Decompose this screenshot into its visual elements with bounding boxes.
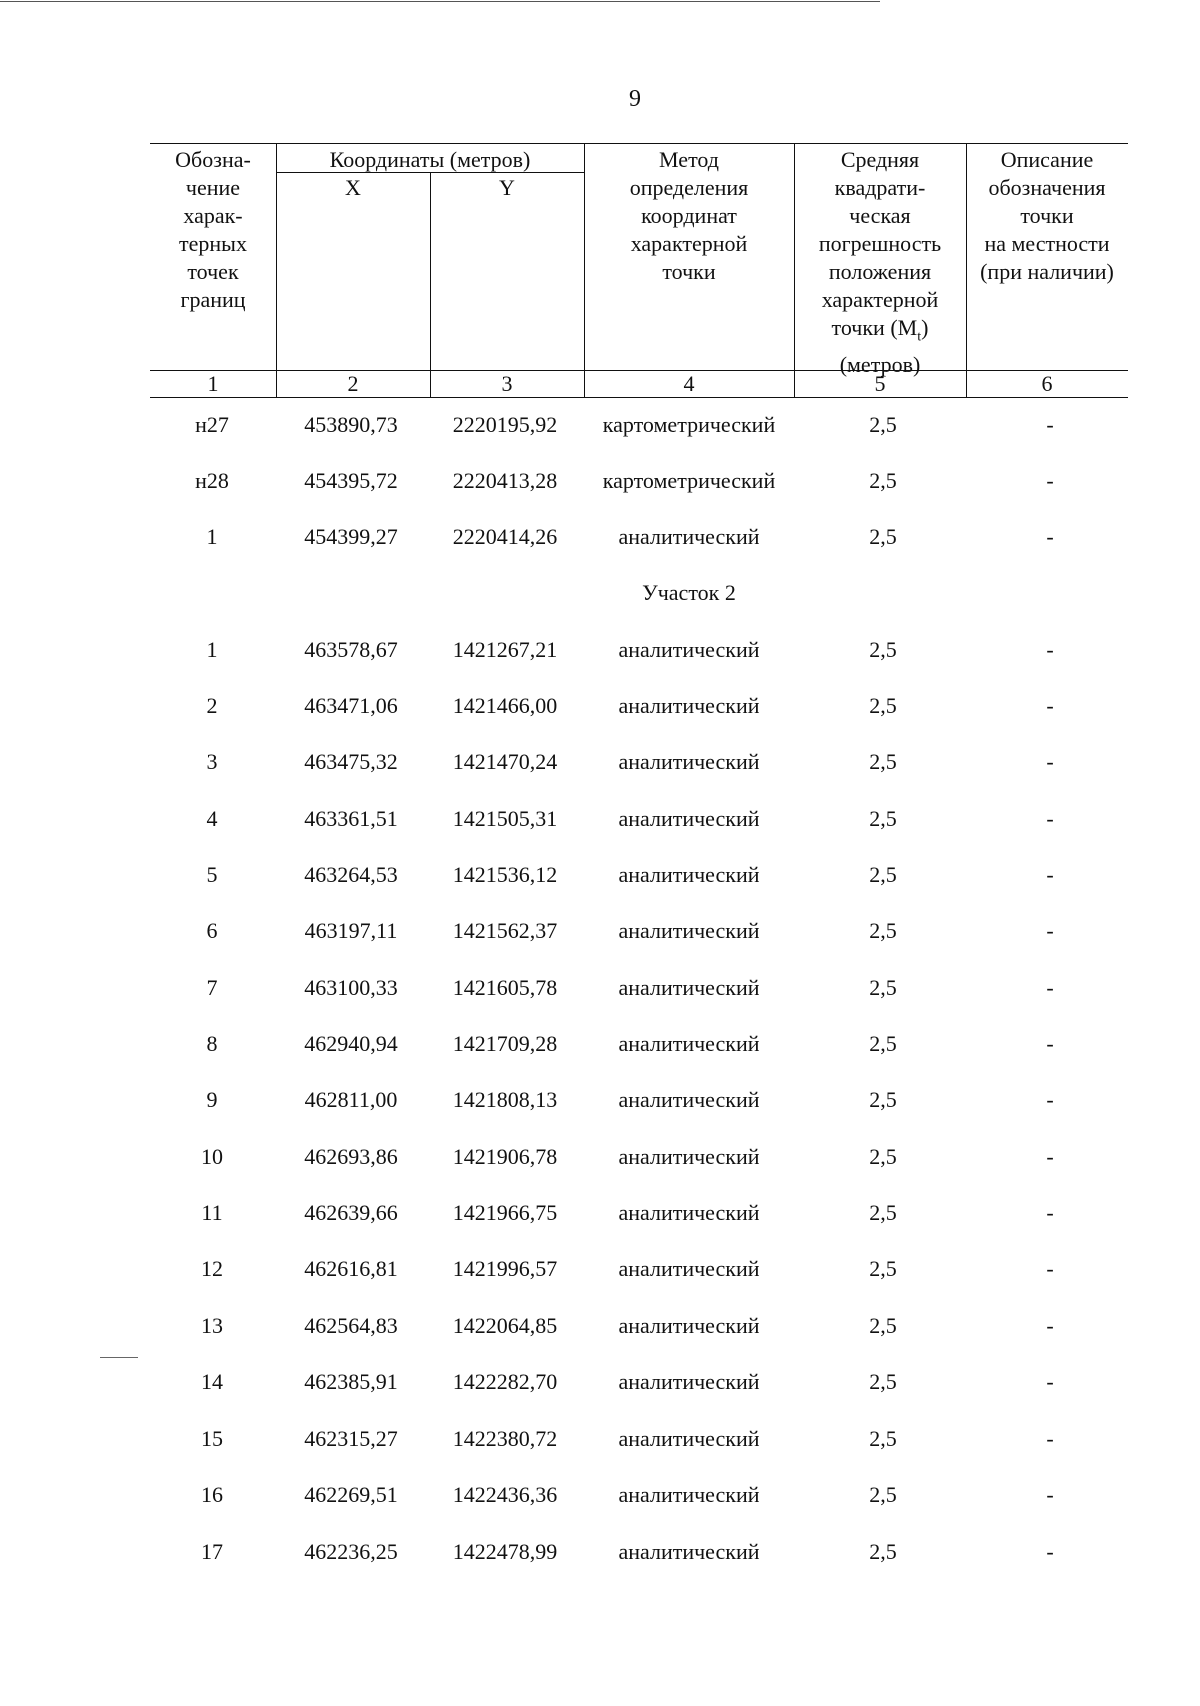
scan-edge-line [0,1,880,2]
cell-x: 453890,73 [304,412,398,437]
cell-y: 1421966,75 [452,1200,558,1225]
cell-error: 2,5 [869,524,897,549]
cell-x: 463361,51 [304,806,398,831]
header-mean-error-text: Средняя квадрати- ческая погрешность положения характерной точки (M [818,147,942,340]
cell-y: 2220195,92 [452,412,558,437]
header-description: Описание обозначения точки на местности (при наличии) [980,147,1114,284]
cell-point: 1 [206,524,218,549]
cell-point: 1 [206,637,218,662]
cell-x: 454395,72 [304,468,398,493]
cell-error: 2,5 [869,1539,897,1564]
cell-x: 463264,53 [304,862,398,887]
table-row [150,1482,1150,1522]
cell-point: 13 [201,1313,223,1338]
cell-y: 1421470,24 [452,749,558,774]
cell-x: 462315,27 [304,1426,398,1451]
cell-method: аналитический [618,1031,760,1056]
cell-method: картометрический [602,412,776,437]
numbers-bottom-border [150,397,1128,398]
cell-x: 462236,25 [304,1539,398,1564]
cell-y: 1421466,00 [452,693,558,718]
cell-description: - [1046,1256,1054,1281]
cell-description: - [1046,749,1054,774]
cell-x: 463471,06 [304,693,398,718]
cell-point: 8 [206,1031,218,1056]
table-row [150,862,1150,902]
cell-error: 2,5 [869,918,897,943]
cell-description: - [1046,1313,1054,1338]
column-number: 3 [501,371,513,396]
table-row [150,1087,1150,1127]
header-coordinates: Координаты (метров) [329,147,531,172]
table-row [150,1539,1150,1579]
table-row [150,1200,1150,1240]
cell-y: 1421267,21 [452,637,558,662]
page-number: 9 [629,86,641,112]
cell-point: 7 [206,975,218,1000]
cell-x: 463197,11 [304,918,398,943]
table-row [150,412,1150,452]
cell-point: 15 [201,1426,223,1451]
table-row [150,1144,1150,1184]
cell-method: аналитический [618,1144,760,1169]
table-row [150,918,1150,958]
cell-method: аналитический [618,975,760,1000]
cell-x: 462564,83 [304,1313,398,1338]
cell-method: аналитический [618,749,760,774]
cell-error: 2,5 [869,1031,897,1056]
scan-mark [100,1357,138,1358]
cell-method: аналитический [618,524,760,549]
column-number: 5 [874,371,886,396]
header-mean-error-subscript: t [917,329,922,345]
cell-point: 9 [206,1087,218,1112]
cell-error: 2,5 [869,806,897,831]
col-divider [430,172,431,397]
column-number: 4 [683,371,695,396]
cell-y: 1421906,78 [452,1144,558,1169]
cell-x: 462385,91 [304,1369,398,1394]
cell-method: аналитический [618,1426,760,1451]
cell-description: - [1046,412,1054,437]
cell-y: 1421808,13 [452,1087,558,1112]
cell-error: 2,5 [869,1482,897,1507]
cell-method: аналитический [618,1313,760,1338]
cell-method: аналитический [618,1369,760,1394]
cell-error: 2,5 [869,1144,897,1169]
cell-error: 2,5 [869,1256,897,1281]
cell-x: 463578,67 [304,637,398,662]
table-row [150,1369,1150,1409]
cell-method: аналитический [618,1256,760,1281]
cell-y: 1421505,31 [452,806,558,831]
cell-point: 4 [206,806,218,831]
cell-point: 2 [206,693,218,718]
table-row [150,806,1150,846]
cell-method: аналитический [618,1539,760,1564]
cell-error: 2,5 [869,1200,897,1225]
cell-x: 462693,86 [304,1144,398,1169]
cell-y: 1422436,36 [452,1482,558,1507]
cell-method: картометрический [602,468,776,493]
cell-error: 2,5 [869,412,897,437]
cell-error: 2,5 [869,975,897,1000]
cell-description: - [1046,1200,1054,1225]
cell-point: 5 [206,862,218,887]
table-row [150,1256,1150,1296]
header-top-border [150,143,1128,144]
cell-description: - [1046,1539,1054,1564]
cell-error: 2,5 [869,1426,897,1451]
cell-description: - [1046,1426,1054,1451]
cell-description: - [1046,637,1054,662]
cell-method: аналитический [618,637,760,662]
cell-method: аналитический [618,1482,760,1507]
cell-point: н27 [195,412,229,437]
cell-description: - [1046,1482,1054,1507]
cell-error: 2,5 [869,468,897,493]
cell-point: 6 [206,918,218,943]
cell-description: - [1046,1031,1054,1056]
cell-x: 462940,94 [304,1031,398,1056]
table-row [150,975,1150,1015]
cell-description: - [1046,975,1054,1000]
cell-y: 1422380,72 [452,1426,558,1451]
column-number: 6 [1041,371,1053,396]
cell-x: 462811,00 [304,1087,398,1112]
cell-description: - [1046,1087,1054,1112]
section-title: Участок 2 [642,580,736,605]
table-row [150,524,1150,564]
cell-x: 463100,33 [304,975,398,1000]
cell-method: аналитический [618,693,760,718]
cell-description: - [1046,693,1054,718]
cell-point: 16 [201,1482,223,1507]
cell-description: - [1046,468,1054,493]
cell-point: 10 [201,1144,223,1169]
cell-y: 2220414,26 [452,524,558,549]
cell-error: 2,5 [869,1313,897,1338]
cell-method: аналитический [618,1200,760,1225]
table-row [150,693,1150,733]
column-number: 2 [347,371,359,396]
column-number: 1 [207,371,219,396]
table-row [150,749,1150,789]
cell-error: 2,5 [869,749,897,774]
cell-method: аналитический [618,1087,760,1112]
cell-point: 17 [201,1539,223,1564]
cell-point: 3 [206,749,218,774]
cell-description: - [1046,918,1054,943]
header-method: Метод определения координат характерной точки [629,147,749,284]
cell-description: - [1046,1144,1054,1169]
cell-error: 2,5 [869,862,897,887]
table-row [150,1313,1150,1353]
cell-y: 1422064,85 [452,1313,558,1338]
cell-y: 1421605,78 [452,975,558,1000]
cell-method: аналитический [618,806,760,831]
cell-error: 2,5 [869,1087,897,1112]
table-row [150,468,1150,508]
cell-error: 2,5 [869,1369,897,1394]
cell-x: 454399,27 [304,524,398,549]
cell-y: 1421536,12 [452,862,558,887]
cell-y: 2220413,28 [452,468,558,493]
cell-y: 1422478,99 [452,1539,558,1564]
cell-description: - [1046,524,1054,549]
table-row [150,1426,1150,1466]
table-row [150,1031,1150,1071]
cell-error: 2,5 [869,693,897,718]
cell-y: 1422282,70 [452,1369,558,1394]
cell-method: аналитический [618,918,760,943]
cell-point: 11 [201,1200,223,1225]
header-y: Y [499,175,515,200]
cell-y: 1421996,57 [452,1256,558,1281]
cell-error: 2,5 [869,637,897,662]
header-mean-error-text-end: ) (метров) [839,315,929,378]
cell-x: 462616,81 [304,1256,398,1281]
cell-point: 14 [201,1369,223,1394]
cell-method: аналитический [618,862,760,887]
cell-description: - [1046,1369,1054,1394]
cell-y: 1421709,28 [452,1031,558,1056]
cell-y: 1421562,37 [452,918,558,943]
cell-x: 462269,51 [304,1482,398,1507]
cell-x: 462639,66 [304,1200,398,1225]
header-x: X [345,175,361,200]
header-mean-error [794,146,966,379]
cell-description: - [1046,862,1054,887]
header-point-designation: Обозна- чение харак- терных точек границ [175,147,251,312]
cell-point: н28 [195,468,229,493]
cell-description: - [1046,806,1054,831]
cell-x: 463475,32 [304,749,398,774]
table-row [150,637,1150,677]
cell-point: 12 [201,1256,223,1281]
